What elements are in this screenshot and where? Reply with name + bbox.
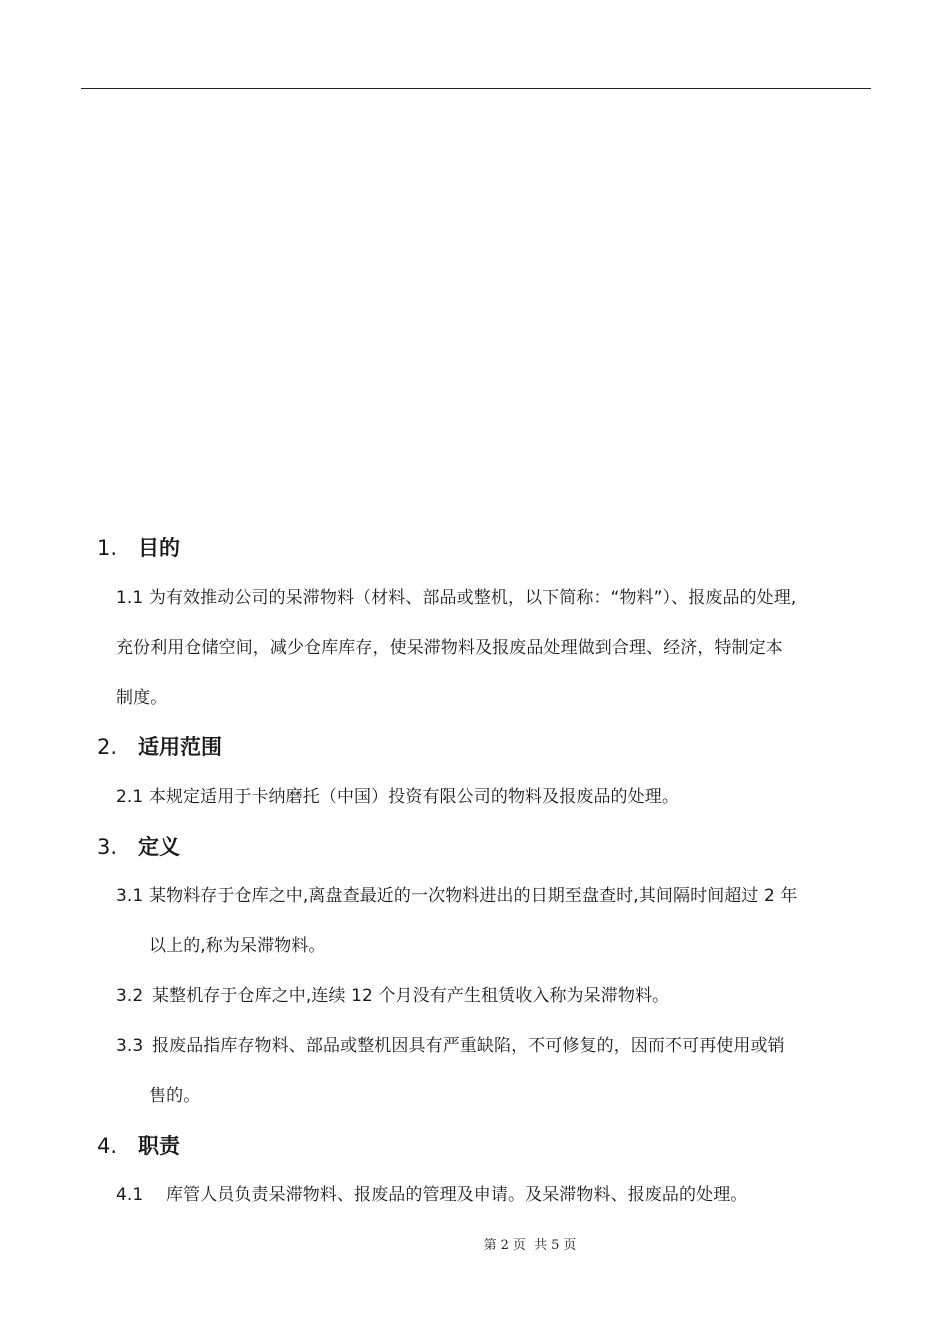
section-title: 职责: [138, 1134, 180, 1158]
footer-total-suffix: 页: [563, 1238, 577, 1253]
section-heading-1: [97, 534, 180, 562]
item-number: 3.3: [116, 1036, 144, 1056]
item-text: 某整机存于仓库之中,连续 12 个月没有产生租赁收入称为呆滞物料。: [152, 986, 670, 1006]
section-number: 3.: [97, 835, 118, 859]
section-number: 1.: [97, 536, 118, 560]
footer-current-page: 2: [500, 1238, 509, 1253]
item-continuation-line: 以上的,称为呆滞物料。: [149, 936, 326, 956]
item-text: 某物料存于仓库之中,离盘查最近的一次物料进出的日期至盘查时,其间隔时间超过 2 年: [149, 886, 798, 906]
item-number: 4.1: [116, 1185, 144, 1205]
responsibility-item-4-1: [116, 1183, 747, 1207]
item-number: 3.2: [116, 986, 144, 1006]
paragraph-line: 1.1 为有效推动公司的呆滞物料（材料、部品或整机，以下简称：“物料”）、报废品的处理,: [116, 588, 797, 608]
header-rule: [81, 88, 871, 89]
section-heading-4: [97, 1132, 180, 1160]
page-footer: [55, 1237, 950, 1255]
item-number: 3.1: [116, 886, 144, 906]
item-continuation-line: 售的。: [149, 1086, 201, 1106]
paragraph-line: 制度。: [116, 688, 168, 708]
paragraph-line: 2.1 本规定适用于卡纳磨托（中国）投资有限公司的物料及报废品的处理。: [116, 787, 679, 807]
footer-total-prefix: 共: [534, 1238, 548, 1253]
section-title: 适用范围: [138, 735, 222, 759]
section-heading-3: [97, 833, 180, 861]
section-number: 4.: [97, 1134, 118, 1158]
definition-item-3-2: [116, 984, 669, 1008]
item-text: 库管人员负责呆滞物料、报废品的管理及申请。及呆滞物料、报废品的处理。: [166, 1185, 748, 1205]
paragraph-line: 充份利用仓储空间，减少仓库库存，使呆滞物料及报废品处理做到合理、经济，特制定本: [116, 638, 783, 658]
definition-item-3-1: [116, 884, 798, 908]
item-text: 报废品指库存物料、部品或整机因具有严重缺陷，不可修复的，因而不可再使用或销: [152, 1036, 785, 1056]
section-title: 定义: [138, 835, 180, 859]
section-title: 目的: [138, 536, 180, 560]
footer-page-suffix: 页: [512, 1238, 526, 1253]
footer-page-prefix: 第: [483, 1238, 497, 1253]
section-heading-2: [97, 733, 222, 761]
footer-total-pages: 5: [551, 1238, 560, 1253]
definition-item-3-3: [116, 1034, 785, 1058]
section-number: 2.: [97, 735, 118, 759]
